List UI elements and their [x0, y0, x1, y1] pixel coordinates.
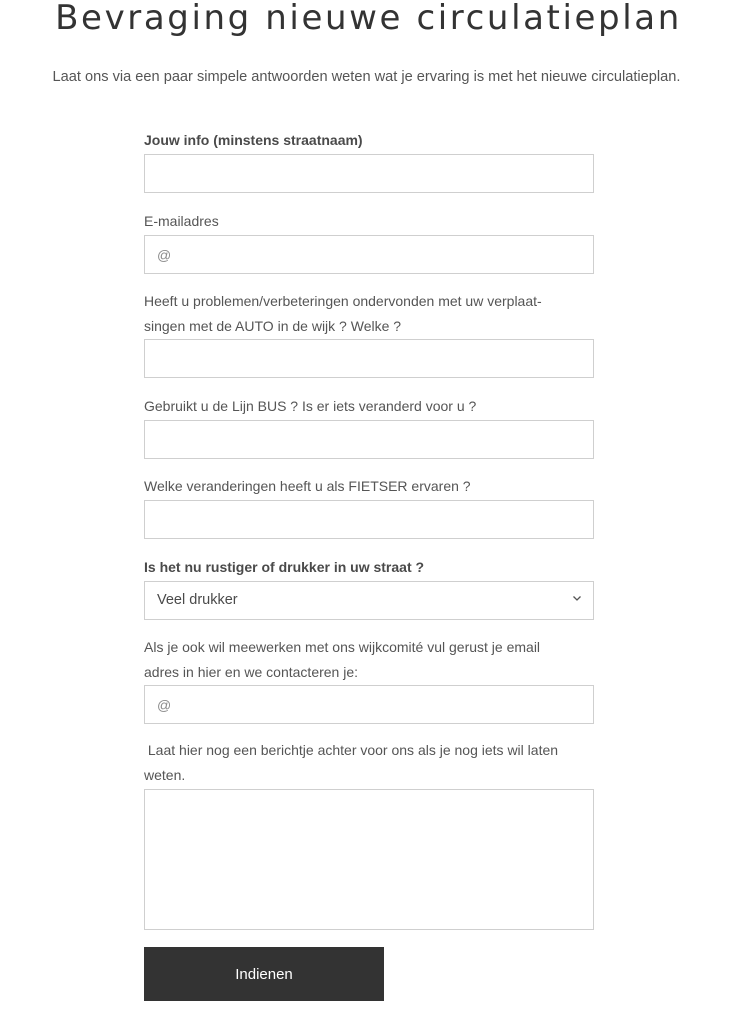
wijkcomite-email-input[interactable]	[144, 685, 594, 724]
chevron-down-icon	[571, 592, 583, 604]
info-label: Jouw info (minstens straatnaam)	[144, 132, 363, 148]
rustiger-select[interactable]	[144, 581, 594, 620]
page-title: Bevraging nieuwe circulatieplan	[55, 0, 682, 38]
bus-input[interactable]	[144, 420, 594, 459]
wijkcomite-label-line1: Als je ook wil meewerken met ons wijkcomité vul gerust je email	[144, 639, 541, 655]
fietser-input[interactable]	[144, 500, 594, 539]
rustiger-selected-value: Veel drukker	[157, 592, 238, 608]
auto-input[interactable]	[144, 339, 594, 378]
bericht-label-line2: weten.	[144, 767, 186, 783]
bus-label: Gebruikt u de Lijn BUS ? Is er iets veranderd voor u ?	[144, 398, 477, 414]
auto-label-line1: Heeft u problemen/verbeteringen ondervonden met uw verplaat-	[144, 293, 542, 309]
submit-button[interactable]: Indienen	[144, 947, 384, 1001]
wijkcomite-label-line2: adres in hier en we contacteren je:	[144, 664, 359, 680]
bericht-textarea[interactable]	[144, 789, 594, 930]
info-input[interactable]	[144, 154, 594, 193]
auto-label-line2: singen met de AUTO in de wijk ? Welke ?	[144, 318, 402, 334]
email-label: E-mailadres	[144, 213, 219, 229]
email-input[interactable]	[144, 235, 594, 274]
rustiger-label: Is het nu rustiger of drukker in uw straat ?	[144, 559, 425, 575]
fietser-label: Welke veranderingen heeft u als FIETSER ervaren ?	[144, 478, 471, 494]
bericht-label-line1: Laat hier nog een berichtje achter voor ons als je nog iets wil laten	[144, 742, 559, 758]
page-intro: Laat ons via een paar simpele antwoorden weten wat je ervaring is met het nieuwe circulatieplan.	[52, 69, 681, 85]
